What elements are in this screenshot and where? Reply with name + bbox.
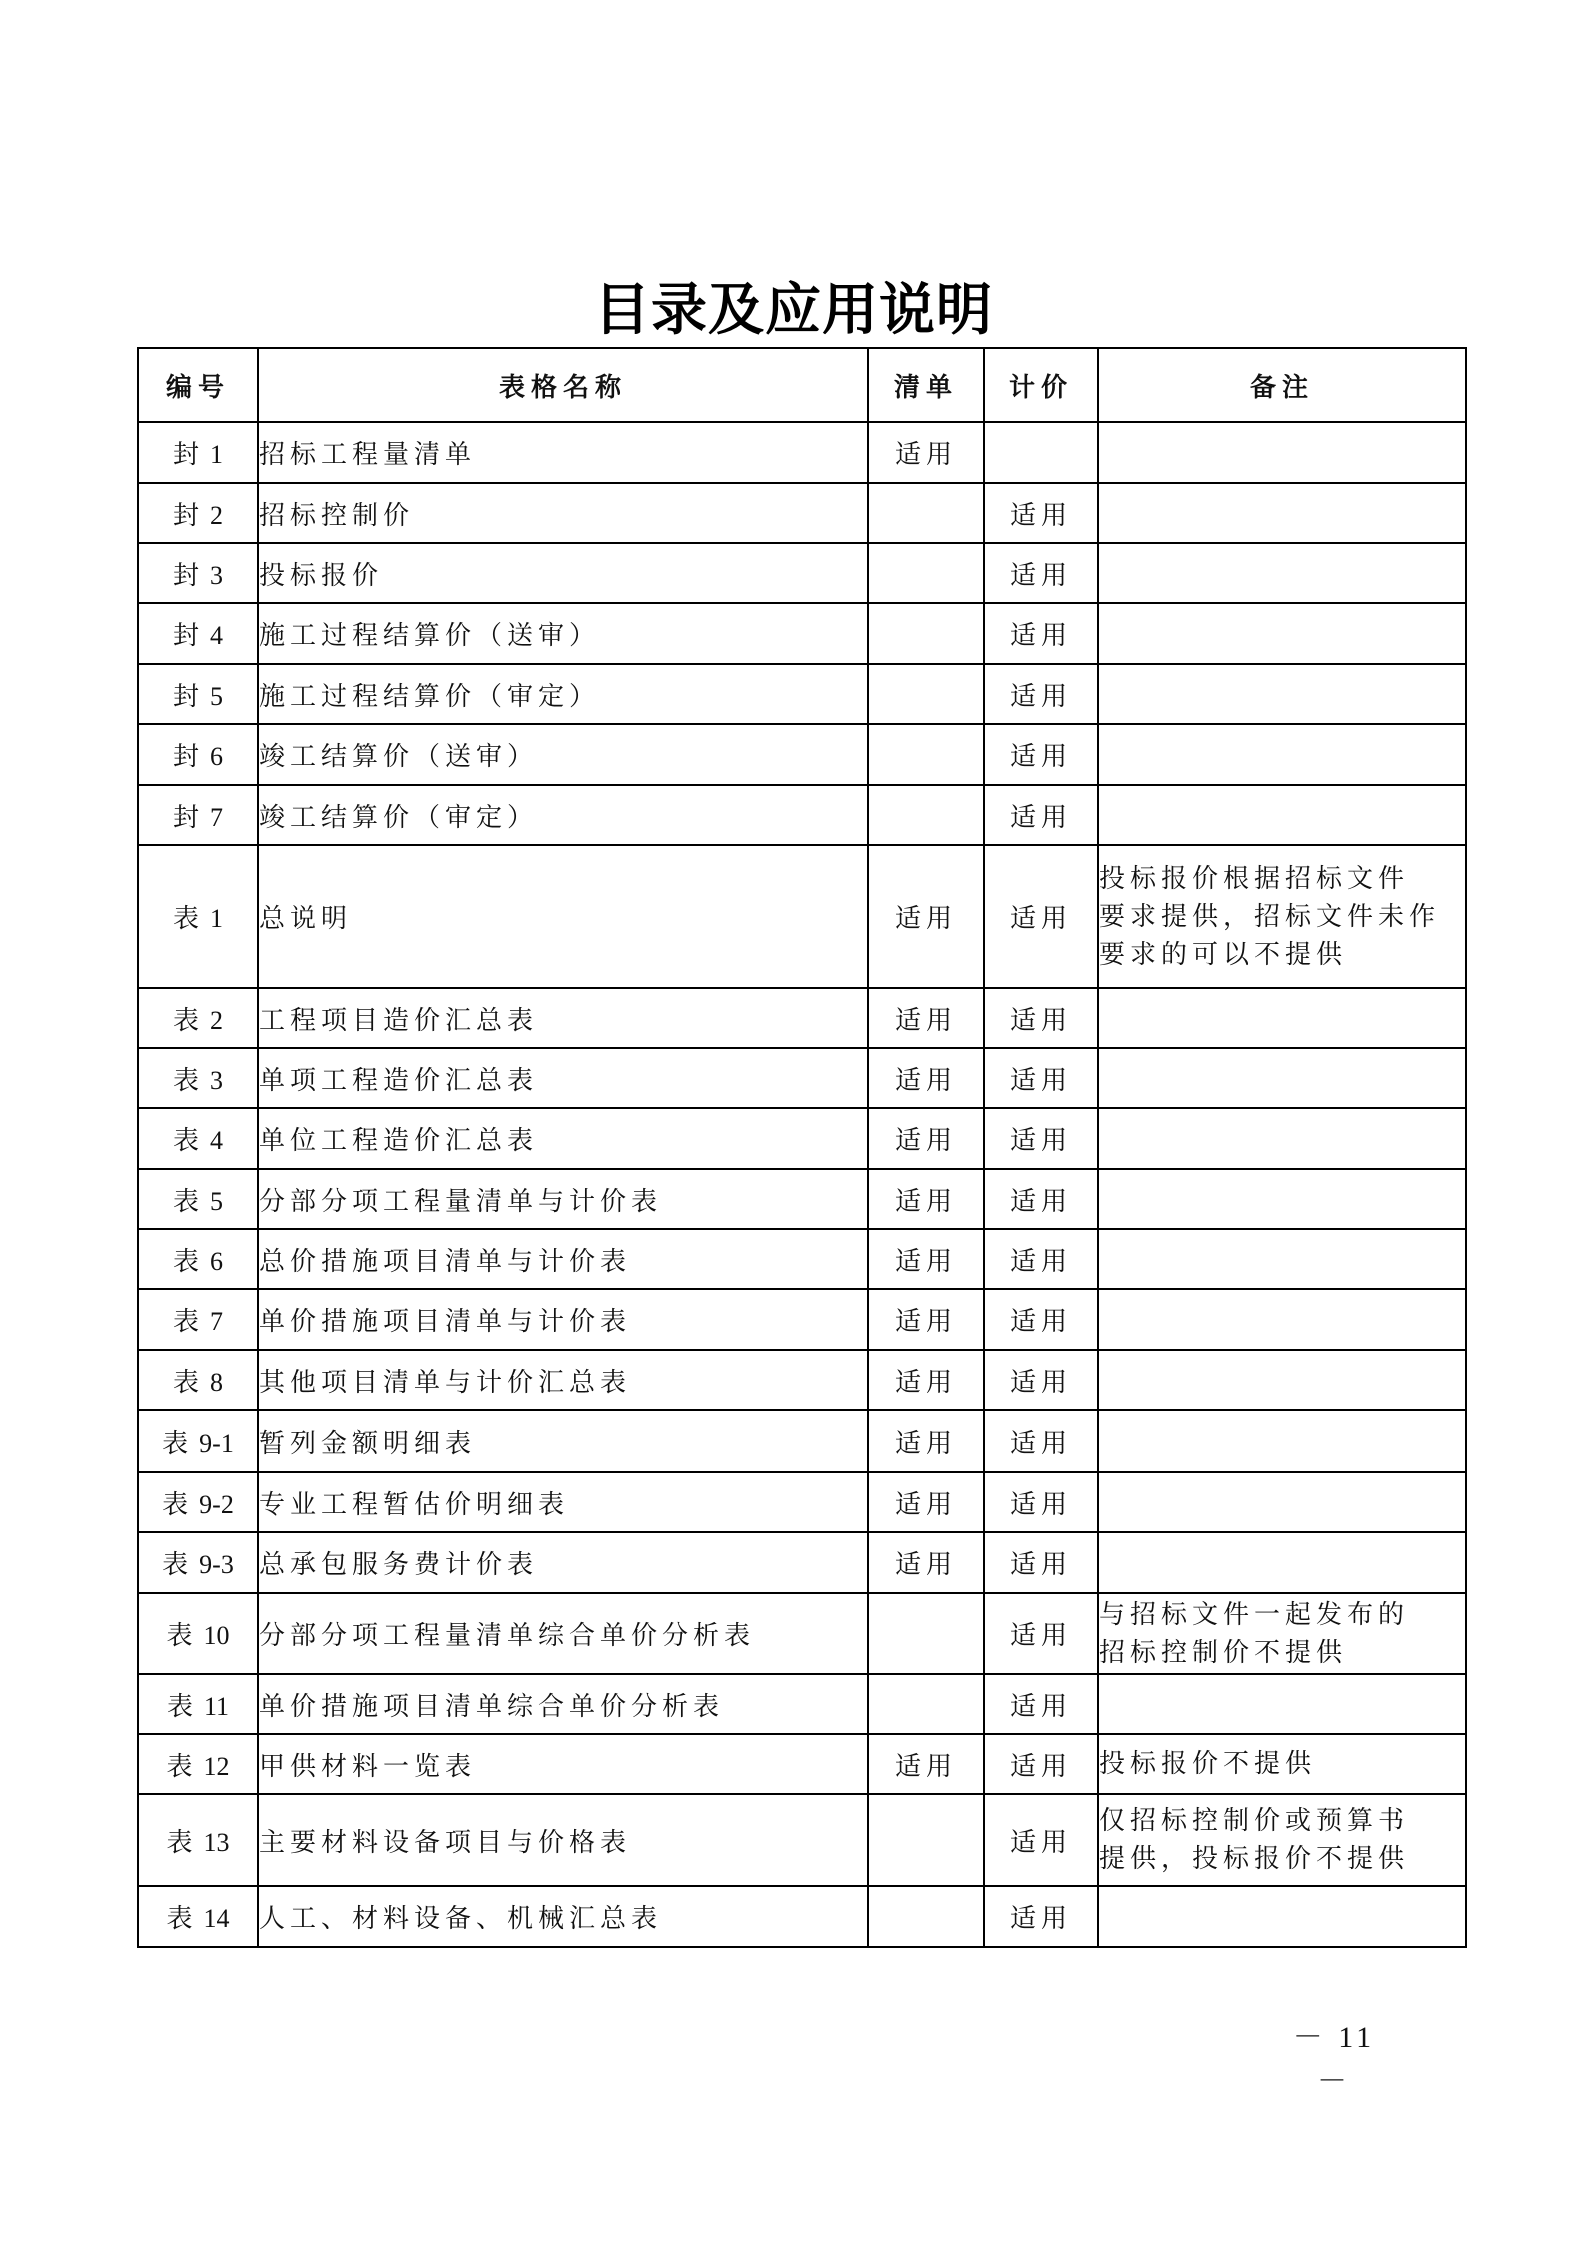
cell-list-applicable <box>868 603 984 664</box>
code-number: 5 <box>210 1186 223 1216</box>
cell-note <box>1098 1734 1466 1794</box>
cell-list-applicable <box>868 483 984 543</box>
cell-note <box>1098 1108 1466 1169</box>
cell-form-name: 总说明 <box>258 845 868 988</box>
table-row <box>138 1886 1466 1947</box>
note-line: 投标报价不提供 <box>1099 1749 1317 1778</box>
cell-note <box>1098 1169 1466 1229</box>
code-prefix: 封 <box>172 500 204 530</box>
cell-code <box>138 988 258 1048</box>
code-number: 13 <box>203 1827 230 1857</box>
table-row <box>138 724 1466 785</box>
cell-list-applicable: 适用 <box>868 1229 984 1289</box>
header-note: 备注 <box>1098 348 1466 422</box>
cell-form-name: 施工过程结算价（送审） <box>258 603 868 664</box>
code-number: 8 <box>210 1367 223 1397</box>
cell-note <box>1098 724 1466 785</box>
cell-note <box>1098 1289 1466 1350</box>
cell-list-applicable: 适用 <box>868 1734 984 1794</box>
cell-form-name: 单价措施项目清单综合单价分析表 <box>258 1674 868 1734</box>
code-number: 10 <box>203 1621 230 1650</box>
cell-list-applicable: 适用 <box>868 1410 984 1472</box>
cell-list-applicable: 适用 <box>868 1169 984 1229</box>
cell-list-applicable <box>868 1886 984 1947</box>
table-row <box>138 1674 1466 1734</box>
cell-price-applicable: 适用 <box>984 1472 1098 1532</box>
cell-note <box>1098 1048 1466 1108</box>
header-list: 清单 <box>868 348 984 422</box>
code-number: 9-2 <box>199 1489 234 1519</box>
cell-list-applicable <box>868 1794 984 1886</box>
cell-note <box>1098 1350 1466 1410</box>
code-prefix: 表 <box>166 1621 198 1650</box>
code-number: 3 <box>210 560 223 590</box>
cell-price-applicable: 适用 <box>984 845 1098 988</box>
cell-form-name: 单价措施项目清单与计价表 <box>258 1289 868 1350</box>
cell-price-applicable: 适用 <box>984 1674 1098 1734</box>
code-prefix: 表 <box>162 1550 194 1579</box>
cell-list-applicable: 适用 <box>868 1289 984 1350</box>
cell-list-applicable <box>868 543 984 603</box>
cell-note <box>1098 845 1466 988</box>
cell-note <box>1098 664 1466 724</box>
note-line: 投标报价根据招标文件 <box>1099 863 1410 893</box>
table-row <box>138 785 1466 845</box>
cell-code <box>138 1794 258 1886</box>
cell-price-applicable: 适用 <box>984 664 1098 724</box>
cell-note <box>1098 1472 1466 1532</box>
cell-form-name: 工程项目造价汇总表 <box>258 988 868 1048</box>
cell-note <box>1098 483 1466 543</box>
code-prefix: 封 <box>172 681 204 711</box>
cell-price-applicable: 适用 <box>984 724 1098 785</box>
cell-price-applicable: 适用 <box>984 1289 1098 1350</box>
cell-price-applicable: 适用 <box>984 1532 1098 1593</box>
note-line: 要求提供，招标文件未作 <box>1099 901 1441 931</box>
table-row <box>138 1734 1466 1794</box>
code-number: 12 <box>203 1751 230 1781</box>
code-number: 5 <box>210 681 223 711</box>
cell-form-name: 主要材料设备项目与价格表 <box>258 1794 868 1886</box>
code-number: 11 <box>203 1691 230 1721</box>
code-prefix: 表 <box>172 1065 204 1095</box>
cell-price-applicable: 适用 <box>984 1229 1098 1289</box>
cell-form-name: 甲供材料一览表 <box>258 1734 868 1794</box>
code-prefix: 表 <box>162 1489 194 1519</box>
cell-form-name: 竣工结算价（送审） <box>258 724 868 785</box>
cell-code <box>138 664 258 724</box>
cell-price-applicable: 适用 <box>984 1410 1098 1472</box>
header-name: 表格名称 <box>258 348 868 422</box>
cell-list-applicable <box>868 724 984 785</box>
page-title: 目录及应用说明 <box>594 277 993 343</box>
table-row <box>138 1410 1466 1472</box>
cell-form-name: 招标控制价 <box>258 483 868 543</box>
cell-price-applicable: 适用 <box>984 1048 1098 1108</box>
cell-code <box>138 1229 258 1289</box>
cell-price-applicable: 适用 <box>984 1108 1098 1169</box>
cell-code <box>138 785 258 845</box>
table-row <box>138 845 1466 988</box>
code-number: 2 <box>210 500 223 530</box>
cell-list-applicable: 适用 <box>868 1472 984 1532</box>
cell-price-applicable: 适用 <box>984 1886 1098 1947</box>
table-row <box>138 1472 1466 1532</box>
code-prefix: 表 <box>172 1186 204 1216</box>
code-number: 1 <box>210 440 223 469</box>
code-number: 4 <box>210 1126 223 1155</box>
cell-price-applicable: 适用 <box>984 1794 1098 1886</box>
cell-note <box>1098 988 1466 1048</box>
note-line: 与招标文件一起发布的 <box>1099 1599 1410 1629</box>
code-prefix: 表 <box>166 1751 198 1781</box>
table-row <box>138 603 1466 664</box>
code-prefix: 封 <box>172 742 204 771</box>
table-row <box>138 1593 1466 1674</box>
cell-price-applicable <box>984 422 1098 483</box>
cell-form-name: 分部分项工程量清单与计价表 <box>258 1169 868 1229</box>
code-number: 4 <box>210 621 223 650</box>
cell-code <box>138 1289 258 1350</box>
cell-note <box>1098 1674 1466 1734</box>
header-price: 计价 <box>984 348 1098 422</box>
table-row <box>138 1532 1466 1593</box>
table-row <box>138 1229 1466 1289</box>
cell-form-name: 总承包服务费计价表 <box>258 1532 868 1593</box>
cell-code <box>138 1886 258 1947</box>
cell-form-name: 专业工程暂估价明细表 <box>258 1472 868 1532</box>
cell-code <box>138 1472 258 1532</box>
cell-price-applicable: 适用 <box>984 1350 1098 1410</box>
cell-list-applicable: 适用 <box>868 422 984 483</box>
cell-note <box>1098 1410 1466 1472</box>
code-prefix: 封 <box>172 440 204 469</box>
cell-price-applicable: 适用 <box>984 1734 1098 1794</box>
code-number: 14 <box>203 1904 230 1933</box>
table-row <box>138 543 1466 603</box>
table-row <box>138 1794 1466 1886</box>
code-prefix: 表 <box>172 1005 204 1035</box>
cell-code <box>138 422 258 483</box>
cell-note <box>1098 785 1466 845</box>
code-prefix: 封 <box>172 560 204 590</box>
cell-code <box>138 1350 258 1410</box>
cell-code <box>138 845 258 988</box>
cell-code <box>138 543 258 603</box>
cell-price-applicable: 适用 <box>984 1169 1098 1229</box>
cell-list-applicable: 适用 <box>868 1350 984 1410</box>
code-number: 9-3 <box>199 1550 234 1579</box>
code-prefix: 表 <box>166 1691 198 1721</box>
cell-code <box>138 1593 258 1674</box>
cell-code <box>138 1048 258 1108</box>
code-prefix: 表 <box>172 1367 204 1397</box>
code-prefix: 表 <box>172 1246 204 1276</box>
code-number: 6 <box>210 1246 223 1276</box>
note-line: 招标控制价不提供 <box>1099 1637 1348 1667</box>
page-number: － 11 － <box>1292 2021 1376 2098</box>
cell-form-name: 招标工程量清单 <box>258 422 868 483</box>
cell-list-applicable <box>868 1593 984 1674</box>
code-prefix: 封 <box>172 802 204 832</box>
cell-code <box>138 1734 258 1794</box>
cell-note <box>1098 603 1466 664</box>
cell-note <box>1098 1593 1466 1674</box>
table-row <box>138 1048 1466 1108</box>
code-prefix: 表 <box>172 904 204 933</box>
cell-list-applicable <box>868 664 984 724</box>
cell-note <box>1098 543 1466 603</box>
toc-table <box>137 347 1467 1948</box>
cell-list-applicable <box>868 785 984 845</box>
cell-price-applicable: 适用 <box>984 603 1098 664</box>
cell-form-name: 投标报价 <box>258 543 868 603</box>
cell-price-applicable: 适用 <box>984 543 1098 603</box>
cell-code <box>138 1108 258 1169</box>
table-row <box>138 1350 1466 1410</box>
cell-list-applicable: 适用 <box>868 1532 984 1593</box>
cell-code <box>138 1169 258 1229</box>
cell-code <box>138 603 258 664</box>
cell-note <box>1098 422 1466 483</box>
cell-form-name: 单位工程造价汇总表 <box>258 1108 868 1169</box>
cell-code <box>138 483 258 543</box>
cell-form-name: 竣工结算价（审定） <box>258 785 868 845</box>
cell-form-name: 分部分项工程量清单综合单价分析表 <box>258 1593 868 1674</box>
code-number: 6 <box>210 742 223 771</box>
cell-list-applicable: 适用 <box>868 1108 984 1169</box>
note-line: 提供，投标报价不提供 <box>1099 1844 1410 1873</box>
cell-price-applicable: 适用 <box>984 483 1098 543</box>
note-line: 仅招标控制价或预算书 <box>1099 1806 1410 1835</box>
table-row <box>138 1169 1466 1229</box>
code-number: 7 <box>210 802 223 832</box>
code-prefix: 表 <box>166 1827 198 1857</box>
code-prefix: 表 <box>166 1904 198 1933</box>
code-prefix: 表 <box>172 1126 204 1155</box>
table-row <box>138 483 1466 543</box>
table-row <box>138 1289 1466 1350</box>
table-row <box>138 422 1466 483</box>
cell-list-applicable: 适用 <box>868 1048 984 1108</box>
header-code: 编号 <box>138 348 258 422</box>
cell-form-name: 人工、材料设备、机械汇总表 <box>258 1886 868 1947</box>
cell-code <box>138 1532 258 1593</box>
code-number: 7 <box>210 1307 223 1336</box>
table-row <box>138 664 1466 724</box>
cell-list-applicable: 适用 <box>868 845 984 988</box>
table-row <box>138 1108 1466 1169</box>
cell-note <box>1098 1532 1466 1593</box>
cell-form-name: 施工过程结算价（审定） <box>258 664 868 724</box>
code-number: 1 <box>210 904 223 933</box>
table-header-row <box>138 348 1466 422</box>
cell-code <box>138 724 258 785</box>
note-line: 要求的可以不提供 <box>1099 939 1348 969</box>
code-prefix: 封 <box>172 621 204 650</box>
cell-note <box>1098 1229 1466 1289</box>
code-number: 2 <box>210 1005 223 1035</box>
code-number: 3 <box>210 1065 223 1095</box>
cell-list-applicable: 适用 <box>868 988 984 1048</box>
code-number: 9-1 <box>199 1428 234 1458</box>
cell-note <box>1098 1886 1466 1947</box>
code-prefix: 表 <box>172 1307 204 1336</box>
cell-form-name: 总价措施项目清单与计价表 <box>258 1229 868 1289</box>
cell-price-applicable: 适用 <box>984 785 1098 845</box>
cell-list-applicable <box>868 1674 984 1734</box>
cell-form-name: 单项工程造价汇总表 <box>258 1048 868 1108</box>
cell-form-name: 暂列金额明细表 <box>258 1410 868 1472</box>
cell-code <box>138 1410 258 1472</box>
cell-note <box>1098 1794 1466 1886</box>
table-body <box>138 422 1466 1947</box>
cell-price-applicable: 适用 <box>984 988 1098 1048</box>
code-prefix: 表 <box>162 1428 194 1458</box>
cell-form-name: 其他项目清单与计价汇总表 <box>258 1350 868 1410</box>
table-row <box>138 988 1466 1048</box>
cell-price-applicable: 适用 <box>984 1593 1098 1674</box>
cell-code <box>138 1674 258 1734</box>
